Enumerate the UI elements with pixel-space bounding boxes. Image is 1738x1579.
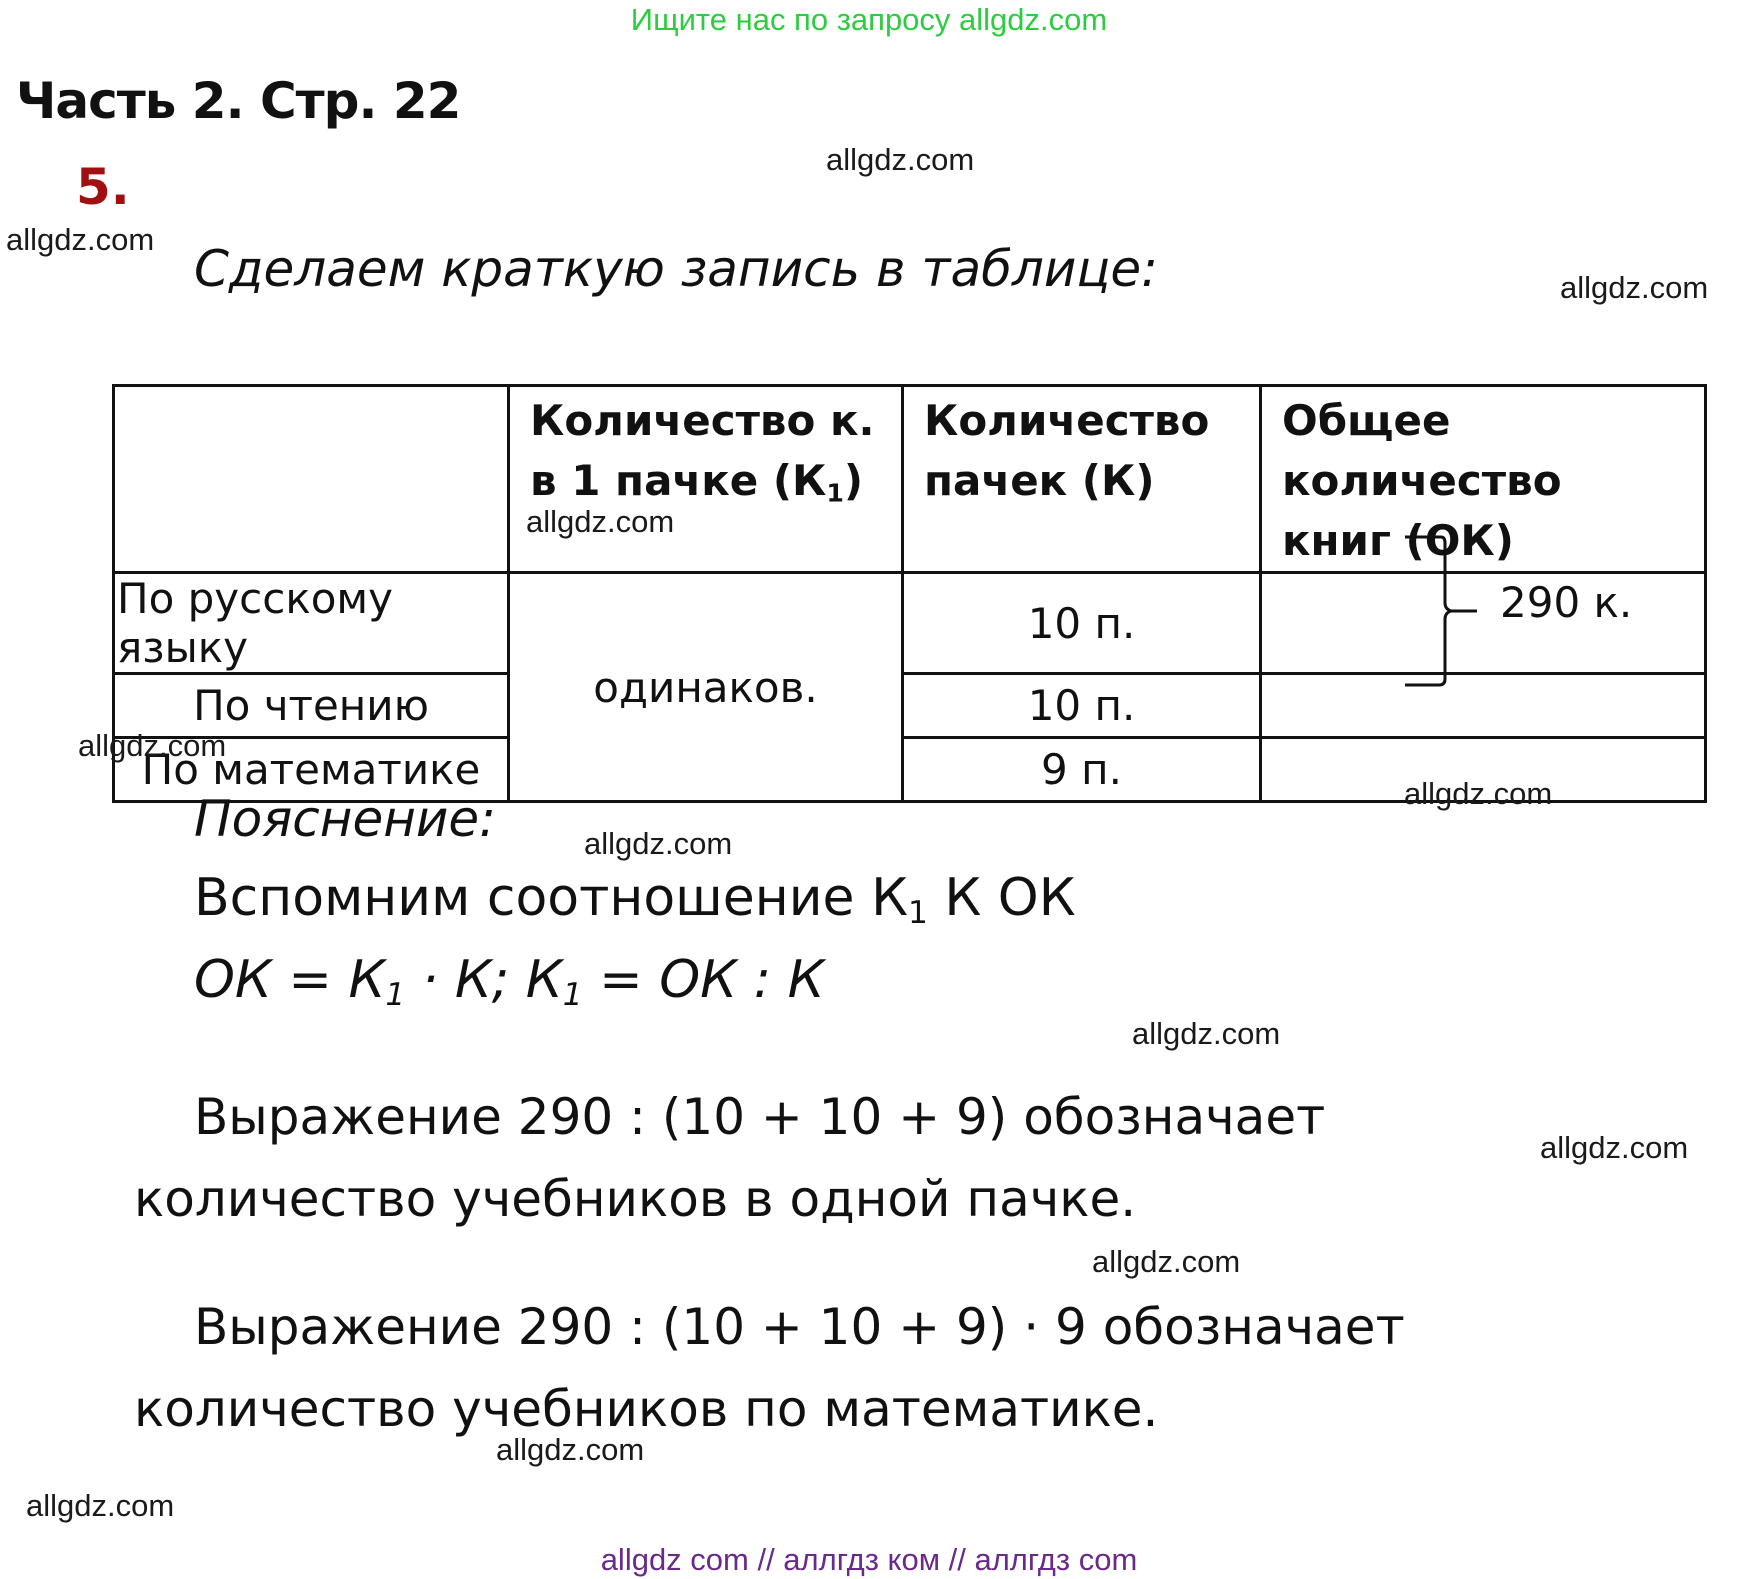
task-number: 5. — [76, 158, 130, 216]
formula-text: · К; К — [405, 950, 563, 1010]
watermark: allgdz.com — [584, 826, 733, 861]
paragraph-1: Выражение 290 : (10 + 10 + 9) обозначает количество учебников в одной пачке. — [134, 1088, 1326, 1228]
watermark: allgdz.com — [826, 142, 975, 177]
watermark: allgdz.com — [1560, 270, 1709, 305]
intro-text: Сделаем краткую запись в таблице: — [194, 240, 1159, 298]
packs-cell: 10 п. — [903, 674, 1261, 738]
subject-cell: По математике — [114, 738, 509, 802]
watermark: allgdz.com — [526, 504, 675, 539]
formula-text: ОК = К — [194, 950, 386, 1010]
watermark: allgdz.com — [496, 1432, 645, 1467]
per-pack-cell: одинаков. — [509, 573, 903, 802]
header-line: Общее количество — [1282, 396, 1562, 505]
relation-line — [194, 868, 1076, 931]
formula-text: = ОК : К — [582, 950, 825, 1010]
header-line: пачек (К) — [924, 456, 1155, 505]
watermark: allgdz.com — [6, 222, 155, 257]
watermark: allgdz.com — [1404, 776, 1553, 811]
curly-brace-icon — [1405, 535, 1495, 687]
total-value: 290 к. — [1500, 578, 1633, 627]
page-heading: Часть 2. Стр. 22 — [16, 72, 461, 130]
watermark: allgdz.com — [78, 728, 227, 763]
subscript: 1 — [385, 976, 406, 1013]
search-banner: Ищите нас по запросу allgdz.com — [630, 2, 1108, 37]
watermark: allgdz.com — [26, 1488, 175, 1523]
packs-cell: 9 п. — [903, 738, 1261, 802]
watermark: allgdz.com — [1132, 1016, 1281, 1051]
header-line: Количество — [924, 396, 1210, 445]
header-per-pack — [509, 386, 903, 573]
header-text: в 1 пачке (К — [530, 456, 827, 505]
watermark: allgdz.com — [1540, 1130, 1689, 1165]
explanation-title: Пояснение: — [194, 790, 497, 848]
watermark: allgdz.com — [1092, 1244, 1241, 1279]
packs-cell: 10 п. — [903, 573, 1261, 674]
subject-cell: По чтению — [114, 674, 509, 738]
formula-line — [194, 950, 825, 1013]
paragraph-2: Выражение 290 : (10 + 10 + 9) · 9 обозначает количество учебников по математике. — [134, 1298, 1405, 1438]
subscript: 1 — [907, 894, 928, 931]
relation-text: Вспомним соотношение К — [194, 868, 908, 928]
header-line: Количество к. — [530, 396, 875, 445]
footer-watermark: allgdz com // аллгдз ком // аллгдз com — [600, 1542, 1138, 1577]
header-text: ) — [843, 456, 864, 505]
subscript: 1 — [826, 478, 844, 508]
relation-text: К ОК — [927, 868, 1076, 928]
subject-cell: По русскому языку — [114, 573, 509, 674]
header-line: книг (ОК) — [1282, 516, 1514, 565]
header-empty — [114, 386, 509, 573]
header-packs — [903, 386, 1261, 573]
subscript: 1 — [562, 976, 583, 1013]
